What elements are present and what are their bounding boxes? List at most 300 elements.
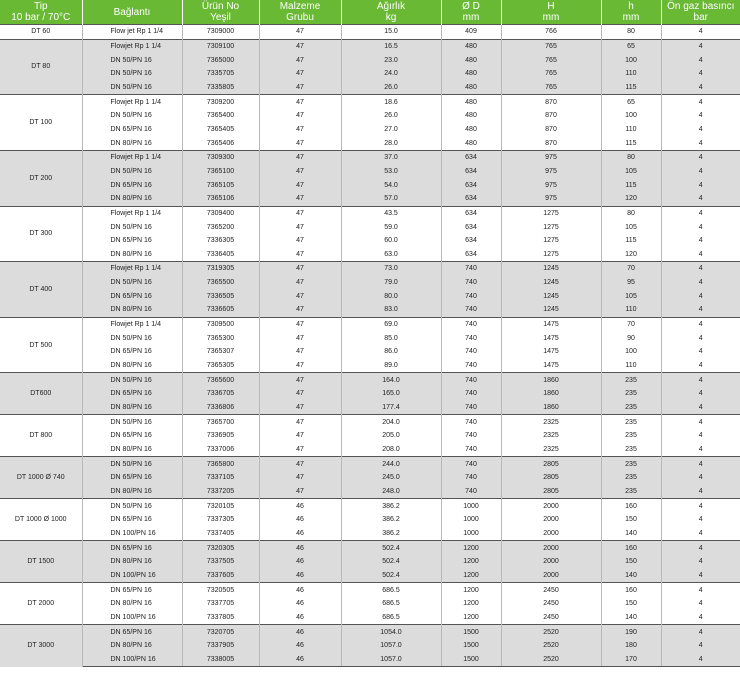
height-H-cell: 975	[501, 150, 601, 164]
material-group-cell: 46	[259, 583, 341, 597]
weight-cell: 79.0	[341, 276, 441, 290]
height-H-cell: 2325	[501, 429, 601, 443]
material-group-cell: 46	[259, 569, 341, 583]
column-header-line2: mm	[542, 12, 560, 23]
material-group-cell: 47	[259, 206, 341, 220]
pre-pressure-cell: 4	[661, 443, 740, 457]
material-group-cell: 47	[259, 165, 341, 179]
height-H-cell: 2000	[501, 499, 601, 513]
weight-cell: 686.5	[341, 583, 441, 597]
product-group	[0, 95, 740, 151]
connection-cell: Flowjet Rp 1 1/4	[82, 206, 182, 220]
connection-cell: DN 50/PN 16	[82, 81, 182, 95]
pre-pressure-cell: 4	[661, 401, 740, 415]
product-no-cell: 7337105	[182, 471, 259, 485]
weight-cell: 244.0	[341, 457, 441, 471]
type-cell: DT 500	[0, 317, 82, 373]
product-no-cell: 7309300	[182, 150, 259, 164]
material-group-cell: 47	[259, 289, 341, 303]
product-no-cell: 7338005	[182, 653, 259, 667]
height-h-cell: 105	[601, 289, 661, 303]
height-H-cell: 975	[501, 178, 601, 192]
height-h-cell: 160	[601, 583, 661, 597]
connection-cell: Flowjet Rp 1 1/4	[82, 262, 182, 276]
type-cell: DT 200	[0, 150, 82, 206]
table-row	[0, 276, 740, 290]
weight-cell: 686.5	[341, 611, 441, 625]
product-no-cell: 7337705	[182, 597, 259, 611]
diameter-cell: 740	[441, 359, 501, 373]
pre-pressure-cell: 4	[661, 178, 740, 192]
diameter-cell: 740	[441, 387, 501, 401]
table-row	[0, 387, 740, 401]
diameter-cell: 740	[441, 289, 501, 303]
pre-pressure-cell: 4	[661, 555, 740, 569]
type-cell: DT 80	[0, 39, 82, 95]
table-row	[0, 457, 740, 471]
pre-pressure-cell: 4	[661, 262, 740, 276]
weight-cell: 386.2	[341, 513, 441, 527]
pre-pressure-cell: 4	[661, 248, 740, 262]
material-group-cell: 47	[259, 67, 341, 81]
column-header-line2: 10 bar / 70°C	[11, 12, 71, 23]
material-group-cell: 46	[259, 513, 341, 527]
table-header-row	[0, 0, 740, 25]
product-no-cell: 7309000	[182, 25, 259, 40]
height-H-cell: 2520	[501, 653, 601, 667]
table-row	[0, 569, 740, 583]
product-no-cell: 7365500	[182, 276, 259, 290]
height-H-cell: 870	[501, 136, 601, 150]
height-H-cell: 975	[501, 192, 601, 206]
material-group-cell: 47	[259, 262, 341, 276]
diameter-cell: 480	[441, 81, 501, 95]
diameter-cell: 740	[441, 331, 501, 345]
diameter-cell: 740	[441, 373, 501, 387]
connection-cell: DN 50/PN 16	[82, 109, 182, 123]
table-row	[0, 639, 740, 653]
product-no-cell: 7337405	[182, 527, 259, 541]
product-no-cell: 7336605	[182, 303, 259, 317]
height-H-cell: 2325	[501, 415, 601, 429]
material-group-cell: 47	[259, 457, 341, 471]
diameter-cell: 480	[441, 39, 501, 53]
height-h-cell: 150	[601, 555, 661, 569]
material-group-cell: 47	[259, 220, 341, 234]
column-header-height-h	[601, 0, 661, 25]
connection-cell: DN 80/PN 16	[82, 597, 182, 611]
diameter-cell: 409	[441, 25, 501, 40]
type-cell: DT 1500	[0, 541, 82, 583]
column-header-line1: Bağlantı	[113, 6, 151, 18]
weight-cell: 60.0	[341, 234, 441, 248]
diameter-cell: 480	[441, 53, 501, 67]
type-cell: DT 800	[0, 415, 82, 457]
pre-pressure-cell: 4	[661, 373, 740, 387]
material-group-cell: 47	[259, 109, 341, 123]
table-row	[0, 625, 740, 639]
weight-cell: 26.0	[341, 109, 441, 123]
weight-cell: 1057.0	[341, 639, 441, 653]
connection-cell: DN 50/PN 16	[82, 220, 182, 234]
column-header-line2: Yeşil	[210, 12, 231, 23]
diameter-cell: 1200	[441, 597, 501, 611]
height-H-cell: 2000	[501, 541, 601, 555]
connection-cell: DN 80/PN 16	[82, 401, 182, 415]
material-group-cell: 47	[259, 303, 341, 317]
diameter-cell: 1500	[441, 625, 501, 639]
pre-pressure-cell: 4	[661, 387, 740, 401]
product-no-cell: 7337305	[182, 513, 259, 527]
pre-pressure-cell: 4	[661, 415, 740, 429]
product-no-cell: 7335705	[182, 67, 259, 81]
material-group-cell: 46	[259, 499, 341, 513]
connection-cell: DN 100/PN 16	[82, 569, 182, 583]
material-group-cell: 47	[259, 234, 341, 248]
height-H-cell: 1275	[501, 248, 601, 262]
material-group-cell: 46	[259, 611, 341, 625]
type-cell: DT 300	[0, 206, 82, 262]
material-group-cell: 47	[259, 178, 341, 192]
height-H-cell: 1245	[501, 289, 601, 303]
diameter-cell: 740	[441, 401, 501, 415]
connection-cell: DN 65/PN 16	[82, 429, 182, 443]
material-group-cell: 47	[259, 401, 341, 415]
diameter-cell: 1200	[441, 555, 501, 569]
weight-cell: 177.4	[341, 401, 441, 415]
height-H-cell: 870	[501, 95, 601, 109]
weight-cell: 89.0	[341, 359, 441, 373]
table-row	[0, 39, 740, 53]
table-row	[0, 81, 740, 95]
connection-cell: DN 80/PN 16	[82, 303, 182, 317]
diameter-cell: 740	[441, 457, 501, 471]
height-h-cell: 115	[601, 136, 661, 150]
height-h-cell: 235	[601, 373, 661, 387]
table-row	[0, 541, 740, 555]
height-H-cell: 1275	[501, 206, 601, 220]
diameter-cell: 1000	[441, 513, 501, 527]
height-H-cell: 2805	[501, 471, 601, 485]
connection-cell: DN 80/PN 16	[82, 555, 182, 569]
product-no-cell: 7365200	[182, 220, 259, 234]
height-H-cell: 1475	[501, 331, 601, 345]
product-group	[0, 150, 740, 206]
table-row	[0, 597, 740, 611]
product-no-cell: 7365400	[182, 109, 259, 123]
connection-cell: DN 65/PN 16	[82, 625, 182, 639]
table-row	[0, 109, 740, 123]
connection-cell: DN 80/PN 16	[82, 359, 182, 373]
product-group	[0, 262, 740, 318]
connection-cell: DN 100/PN 16	[82, 653, 182, 667]
connection-cell: DN 80/PN 16	[82, 192, 182, 206]
connection-cell: DN 65/PN 16	[82, 513, 182, 527]
weight-cell: 1054.0	[341, 625, 441, 639]
product-no-cell: 7320305	[182, 541, 259, 555]
connection-cell: Flowjet Rp 1 1/4	[82, 317, 182, 331]
pre-pressure-cell: 4	[661, 123, 740, 137]
product-no-cell: 7309500	[182, 317, 259, 331]
connection-cell: DN 65/PN 16	[82, 541, 182, 555]
pre-pressure-cell: 4	[661, 220, 740, 234]
weight-cell: 208.0	[341, 443, 441, 457]
connection-cell: DN 100/PN 16	[82, 527, 182, 541]
table-row	[0, 289, 740, 303]
pre-pressure-cell: 4	[661, 136, 740, 150]
pre-pressure-cell: 4	[661, 611, 740, 625]
height-h-cell: 80	[601, 206, 661, 220]
weight-cell: 86.0	[341, 345, 441, 359]
pre-pressure-cell: 4	[661, 653, 740, 667]
column-header-line2: kg	[385, 12, 397, 23]
product-no-cell: 7309200	[182, 95, 259, 109]
product-no-cell: 7337605	[182, 569, 259, 583]
pre-pressure-cell: 4	[661, 471, 740, 485]
height-h-cell: 180	[601, 639, 661, 653]
height-h-cell: 90	[601, 331, 661, 345]
pre-pressure-cell: 4	[661, 95, 740, 109]
product-no-cell: 7319305	[182, 262, 259, 276]
weight-cell: 23.0	[341, 53, 441, 67]
product-no-cell: 7365800	[182, 457, 259, 471]
height-h-cell: 115	[601, 81, 661, 95]
weight-cell: 686.5	[341, 597, 441, 611]
product-no-cell: 7336405	[182, 248, 259, 262]
table-row	[0, 25, 740, 40]
diameter-cell: 634	[441, 178, 501, 192]
column-header-agirlik	[341, 0, 441, 25]
column-header-line2: mm	[622, 12, 640, 23]
product-group	[0, 206, 740, 262]
weight-cell: 37.0	[341, 150, 441, 164]
column-header-line2: mm	[462, 12, 480, 23]
weight-cell: 502.4	[341, 541, 441, 555]
height-h-cell: 120	[601, 192, 661, 206]
height-h-cell: 150	[601, 597, 661, 611]
height-H-cell: 2520	[501, 625, 601, 639]
table-row	[0, 192, 740, 206]
diameter-cell: 1000	[441, 527, 501, 541]
material-group-cell: 47	[259, 415, 341, 429]
column-header-line2: Grubu	[286, 12, 314, 23]
height-H-cell: 1475	[501, 359, 601, 373]
product-no-cell: 7365406	[182, 136, 259, 150]
column-header-malzeme-grubu	[259, 0, 341, 25]
height-h-cell: 140	[601, 611, 661, 625]
material-group-cell: 47	[259, 53, 341, 67]
height-h-cell: 235	[601, 471, 661, 485]
table-row	[0, 123, 740, 137]
pre-pressure-cell: 4	[661, 289, 740, 303]
height-h-cell: 105	[601, 220, 661, 234]
material-group-cell: 47	[259, 136, 341, 150]
table-row	[0, 485, 740, 499]
pre-pressure-cell: 4	[661, 165, 740, 179]
diameter-cell: 740	[441, 317, 501, 331]
table-row	[0, 527, 740, 541]
diameter-cell: 634	[441, 234, 501, 248]
material-group-cell: 47	[259, 443, 341, 457]
connection-cell: DN 50/PN 16	[82, 276, 182, 290]
diameter-cell: 634	[441, 192, 501, 206]
connection-cell: DN 80/PN 16	[82, 639, 182, 653]
height-h-cell: 100	[601, 53, 661, 67]
weight-cell: 28.0	[341, 136, 441, 150]
table-row	[0, 178, 740, 192]
product-no-cell: 7337205	[182, 485, 259, 499]
product-group	[0, 39, 740, 95]
connection-cell: DN 50/PN 16	[82, 67, 182, 81]
height-H-cell: 975	[501, 165, 601, 179]
product-no-cell: 7365307	[182, 345, 259, 359]
product-no-cell: 7337505	[182, 555, 259, 569]
weight-cell: 248.0	[341, 485, 441, 499]
diameter-cell: 740	[441, 415, 501, 429]
pre-pressure-cell: 4	[661, 625, 740, 639]
diameter-cell: 1000	[441, 499, 501, 513]
connection-cell: DN 80/PN 16	[82, 136, 182, 150]
column-header-line1: H	[547, 1, 555, 12]
diameter-cell: 740	[441, 429, 501, 443]
type-cell: DT 3000	[0, 625, 82, 667]
table-row	[0, 471, 740, 485]
pre-pressure-cell: 4	[661, 569, 740, 583]
connection-cell: DN 65/PN 16	[82, 289, 182, 303]
product-group	[0, 499, 740, 541]
material-group-cell: 47	[259, 387, 341, 401]
diameter-cell: 480	[441, 123, 501, 137]
height-h-cell: 80	[601, 25, 661, 40]
column-header-tip	[0, 0, 82, 25]
connection-cell: DN 65/PN 16	[82, 234, 182, 248]
connection-cell: DN 100/PN 16	[82, 611, 182, 625]
connection-cell: Flow jet Rp 1 1/4	[82, 25, 182, 40]
weight-cell: 43.5	[341, 206, 441, 220]
product-no-cell: 7337805	[182, 611, 259, 625]
material-group-cell: 47	[259, 192, 341, 206]
material-group-cell: 47	[259, 81, 341, 95]
material-group-cell: 46	[259, 625, 341, 639]
height-h-cell: 170	[601, 653, 661, 667]
height-H-cell: 1860	[501, 401, 601, 415]
height-H-cell: 1245	[501, 262, 601, 276]
height-h-cell: 110	[601, 123, 661, 137]
pre-pressure-cell: 4	[661, 597, 740, 611]
weight-cell: 53.0	[341, 165, 441, 179]
weight-cell: 502.4	[341, 569, 441, 583]
diameter-cell: 480	[441, 67, 501, 81]
column-header-diameter	[441, 0, 501, 25]
height-h-cell: 110	[601, 359, 661, 373]
connection-cell: Flowjet Rp 1 1/4	[82, 95, 182, 109]
weight-cell: 24.0	[341, 67, 441, 81]
table-row	[0, 401, 740, 415]
material-group-cell: 47	[259, 485, 341, 499]
connection-cell: Flowjet Rp 1 1/4	[82, 150, 182, 164]
connection-cell: DN 65/PN 16	[82, 471, 182, 485]
connection-cell: DN 50/PN 16	[82, 53, 182, 67]
material-group-cell: 47	[259, 25, 341, 40]
product-no-cell: 7337905	[182, 639, 259, 653]
material-group-cell: 47	[259, 359, 341, 373]
height-H-cell: 1275	[501, 234, 601, 248]
column-header-line1: Ön gaz basıncı	[667, 1, 735, 12]
connection-cell: DN 65/PN 16	[82, 387, 182, 401]
weight-cell: 386.2	[341, 527, 441, 541]
height-h-cell: 235	[601, 401, 661, 415]
material-group-cell: 47	[259, 276, 341, 290]
material-group-cell: 47	[259, 345, 341, 359]
type-cell: DT 2000	[0, 583, 82, 625]
column-header-line1: Malzeme	[279, 1, 321, 12]
height-H-cell: 1860	[501, 373, 601, 387]
height-h-cell: 140	[601, 569, 661, 583]
table-row	[0, 415, 740, 429]
type-cell: DT 100	[0, 95, 82, 151]
height-H-cell: 765	[501, 39, 601, 53]
weight-cell: 80.0	[341, 289, 441, 303]
diameter-cell: 740	[441, 276, 501, 290]
pre-pressure-cell: 4	[661, 53, 740, 67]
diameter-cell: 740	[441, 471, 501, 485]
weight-cell: 63.0	[341, 248, 441, 262]
height-H-cell: 2805	[501, 457, 601, 471]
diameter-cell: 740	[441, 485, 501, 499]
type-cell: DT 60	[0, 25, 82, 40]
height-H-cell: 2325	[501, 443, 601, 457]
material-group-cell: 47	[259, 150, 341, 164]
pre-pressure-cell: 4	[661, 25, 740, 40]
product-group	[0, 415, 740, 457]
height-h-cell: 235	[601, 387, 661, 401]
table-row	[0, 443, 740, 457]
diameter-cell: 634	[441, 150, 501, 164]
diameter-cell: 480	[441, 95, 501, 109]
connection-cell: DN 65/PN 16	[82, 345, 182, 359]
weight-cell: 54.0	[341, 178, 441, 192]
material-group-cell: 47	[259, 248, 341, 262]
weight-cell: 59.0	[341, 220, 441, 234]
pre-pressure-cell: 4	[661, 67, 740, 81]
table-row	[0, 303, 740, 317]
height-h-cell: 160	[601, 499, 661, 513]
height-H-cell: 2000	[501, 555, 601, 569]
connection-cell: DN 65/PN 16	[82, 583, 182, 597]
weight-cell: 204.0	[341, 415, 441, 429]
product-no-cell: 7309100	[182, 39, 259, 53]
table-row	[0, 53, 740, 67]
connection-cell: DN 65/PN 16	[82, 123, 182, 137]
product-no-cell: 7336806	[182, 401, 259, 415]
material-group-cell: 47	[259, 471, 341, 485]
height-h-cell: 150	[601, 513, 661, 527]
height-h-cell: 110	[601, 67, 661, 81]
height-h-cell: 235	[601, 485, 661, 499]
connection-cell: DN 50/PN 16	[82, 331, 182, 345]
height-h-cell: 235	[601, 429, 661, 443]
table-row	[0, 136, 740, 150]
weight-cell: 85.0	[341, 331, 441, 345]
pre-pressure-cell: 4	[661, 457, 740, 471]
diameter-cell: 1500	[441, 653, 501, 667]
height-H-cell: 766	[501, 25, 601, 40]
product-group	[0, 541, 740, 583]
height-h-cell: 110	[601, 303, 661, 317]
height-H-cell: 2520	[501, 639, 601, 653]
pre-pressure-cell: 4	[661, 541, 740, 555]
product-no-cell: 7365105	[182, 178, 259, 192]
